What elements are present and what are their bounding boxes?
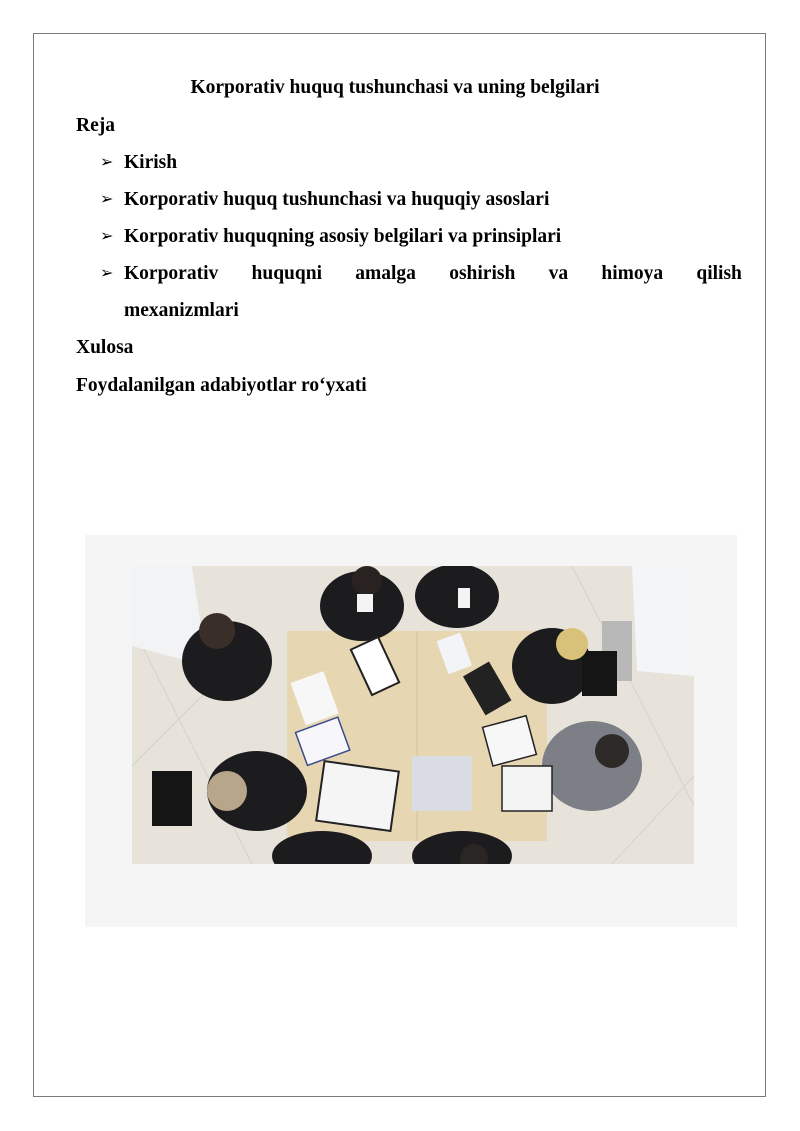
plan-heading: Reja	[76, 115, 115, 136]
word: amalga	[355, 263, 416, 284]
arrowhead-bullet-icon: ➢	[100, 265, 114, 282]
arrowhead-bullet-icon: ➢	[100, 154, 114, 171]
plan-item-label-line2: mexanizmlari	[124, 300, 239, 321]
word: oshirish	[449, 263, 516, 284]
conclusion-heading: Xulosa	[76, 337, 134, 358]
references-heading: Foydalanilgan adabiyotlar ro‘yxati	[76, 375, 367, 396]
word: va	[548, 263, 569, 284]
meeting-photo	[132, 566, 694, 864]
plan-item-label: Kirish	[124, 152, 178, 173]
word: himoya	[601, 263, 664, 284]
plan-item-label-line1	[124, 263, 742, 285]
arrowhead-bullet-icon: ➢	[100, 191, 114, 208]
plan-item-label: Korporativ huquq tushunchasi va huquqiy asoslari	[124, 189, 550, 210]
word: qilish	[696, 263, 742, 284]
plan-item-label: Korporativ huquqning asosiy belgilari va prinsiplari	[124, 226, 562, 247]
word: huquqni	[251, 263, 322, 284]
arrowhead-bullet-icon: ➢	[100, 228, 114, 245]
word: Korporativ	[124, 263, 219, 284]
document-title: Korporativ huquq tushunchasi va uning belgilari	[190, 77, 600, 98]
